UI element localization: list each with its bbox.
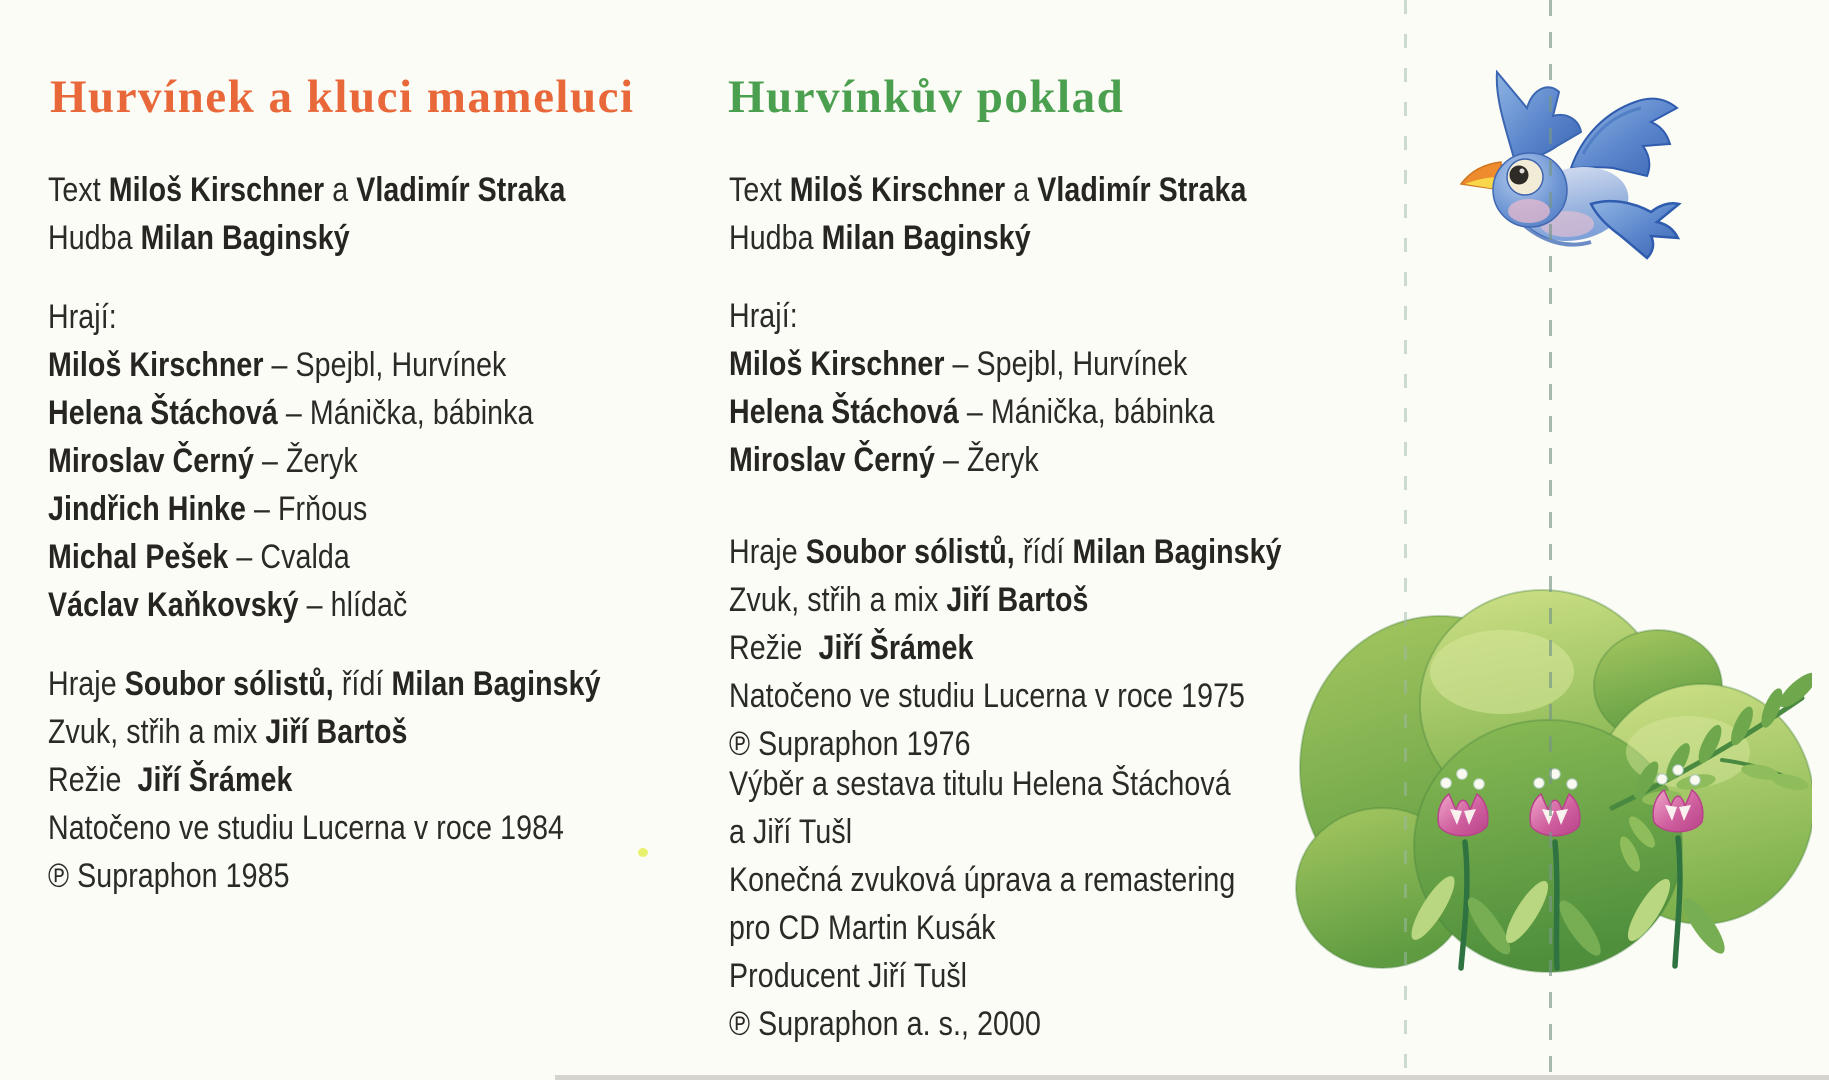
right-compilation-credits [729,760,1235,1048]
left-production-credits [48,660,601,900]
text-line: Zvuk, střih a mix Jiří Bartoš [48,713,408,751]
cast-lines [729,340,1214,484]
fold-line [1549,0,1552,1080]
text-line: Konečná zvuková úprava a remastering [729,861,1236,899]
right-album-title: Hurvínkův poklad [728,71,1125,123]
text-line: Text Miloš Kirschner a Vladimír Straka [48,171,566,209]
fold-line [1404,0,1407,1080]
left-album-title: Hurvínek a kluci mameluci [50,71,635,123]
text-line: Natočeno ve studiu Lucerna v roce 1984 [48,809,565,847]
text-line: Miroslav Černý – Žeryk [729,441,1039,479]
text-line: Helena Štáchová – Mánička, bábinka [48,394,534,432]
text-line: Hraje Soubor sólistů, řídí Milan Baginský [48,665,601,703]
text-line: Text Miloš Kirschner a Vladimír Straka [729,171,1247,209]
text-line: Režie Jiří Šrámek [48,761,293,799]
bird-illustration [1455,66,1687,260]
text-line: Helena Štáchová – Mánička, bábinka [729,393,1215,431]
text-line: a Jiří Tušl [729,813,853,851]
text-line: Producent Jiří Tušl [729,957,968,995]
text-line: Michal Pešek – Cvalda [48,538,350,576]
text-line: Miloš Kirschner – Spejbl, Hurvínek [729,345,1188,383]
text-line: Hudba Milan Baginský [729,219,1031,257]
text-line: ℗ Supraphon 1976 [729,725,971,763]
right-production-credits [729,528,1282,768]
text-line: Miroslav Černý – Žeryk [48,442,358,480]
text-line: ℗ Supraphon 1985 [48,857,290,895]
bird-upper-wing [1571,99,1677,176]
right-byline [729,166,1246,262]
cast-header: Hrají: [48,298,117,336]
print-speck [638,848,648,857]
text-line: Výběr a sestava titulu Helena Štáchová [729,765,1231,803]
text-line: Zvuk, střih a mix Jiří Bartoš [729,581,1089,619]
text-line: pro CD Martin Kusák [729,909,996,947]
text-line: Jindřich Hinke – Frňous [48,490,368,528]
text-line: Režie Jiří Šrámek [729,629,974,667]
text-line: Natočeno ve studiu Lucerna v roce 1975 [729,677,1246,715]
cast-header: Hrají: [729,297,798,335]
bird-crest-wing [1497,72,1581,162]
cast-lines [48,341,533,629]
text-line: Hraje Soubor sólistů, řídí Milan Baginský [729,533,1282,571]
left-cast-list [48,293,533,629]
scan-edge-shadow [555,1075,1829,1080]
text-line: Hudba Milan Baginský [48,219,350,257]
text-line: Václav Kaňkovský – hlídač [48,586,408,624]
left-byline [48,166,565,262]
text-line: ℗ Supraphon a. s., 2000 [729,1005,1041,1043]
text-line: Miloš Kirschner – Spejbl, Hurvínek [48,346,507,384]
right-cast-list [729,292,1214,484]
